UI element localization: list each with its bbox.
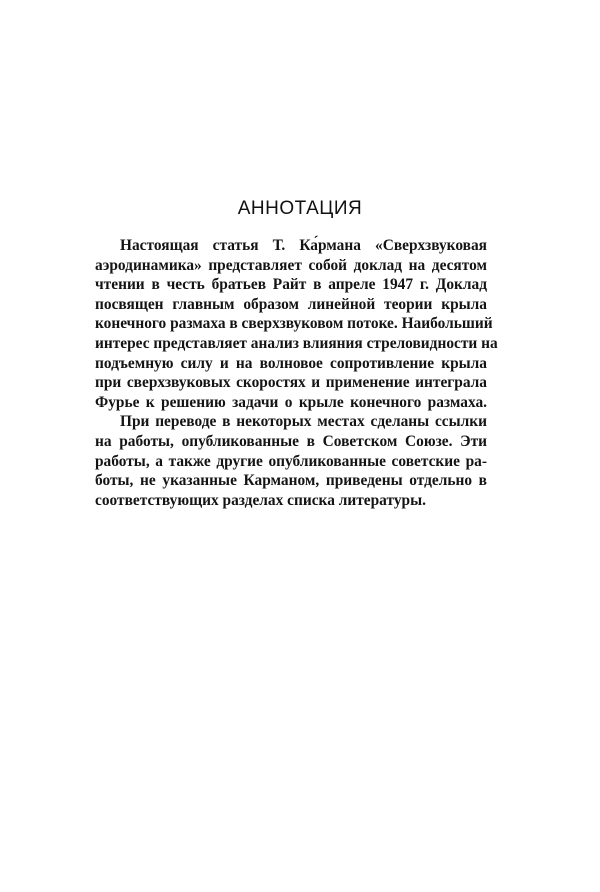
text-line: боты, не указанные Карманом, приведены отдельно в <box>95 472 487 490</box>
text-line: При переводе в некоторых местах сделаны ссылки <box>120 413 487 431</box>
paragraph-2 <box>95 412 487 510</box>
text-line: конечного размаха в сверхзвуковом потоке. Наибольший <box>95 315 493 333</box>
text-line: соответствующих разделах списка литературы. <box>95 491 426 509</box>
text-line: чтении в честь братьев Райт в апреле 1947 г. Доклад <box>95 276 487 294</box>
text-line: работы, а также другие опубликованные советские ра- <box>95 452 487 470</box>
paragraph-1 <box>95 236 498 412</box>
text-line: подъемную силу и на волновое сопротивление крыла <box>95 354 487 372</box>
text-line: посвящен главным образом линейной теории крыла <box>95 295 487 313</box>
text-line: Настоящая статья Т. Ка́рмана «Сверхзвуковая <box>120 237 487 254</box>
text-line: интерес представляет анализ влияния стреловидности на <box>95 334 498 352</box>
text-line: аэродинамика» представляет собой доклад на десятом <box>95 256 487 274</box>
page-title: АННОТАЦИЯ <box>237 198 363 219</box>
text-line: на работы, опубликованные в Советском Союзе. Эти <box>95 432 487 450</box>
annotation-body <box>95 236 498 510</box>
text-line: Фурье к решению задачи о крыле конечного размаха. <box>95 393 487 411</box>
text-line: при сверхзвуковых скоростях и применение интеграла <box>95 374 487 392</box>
